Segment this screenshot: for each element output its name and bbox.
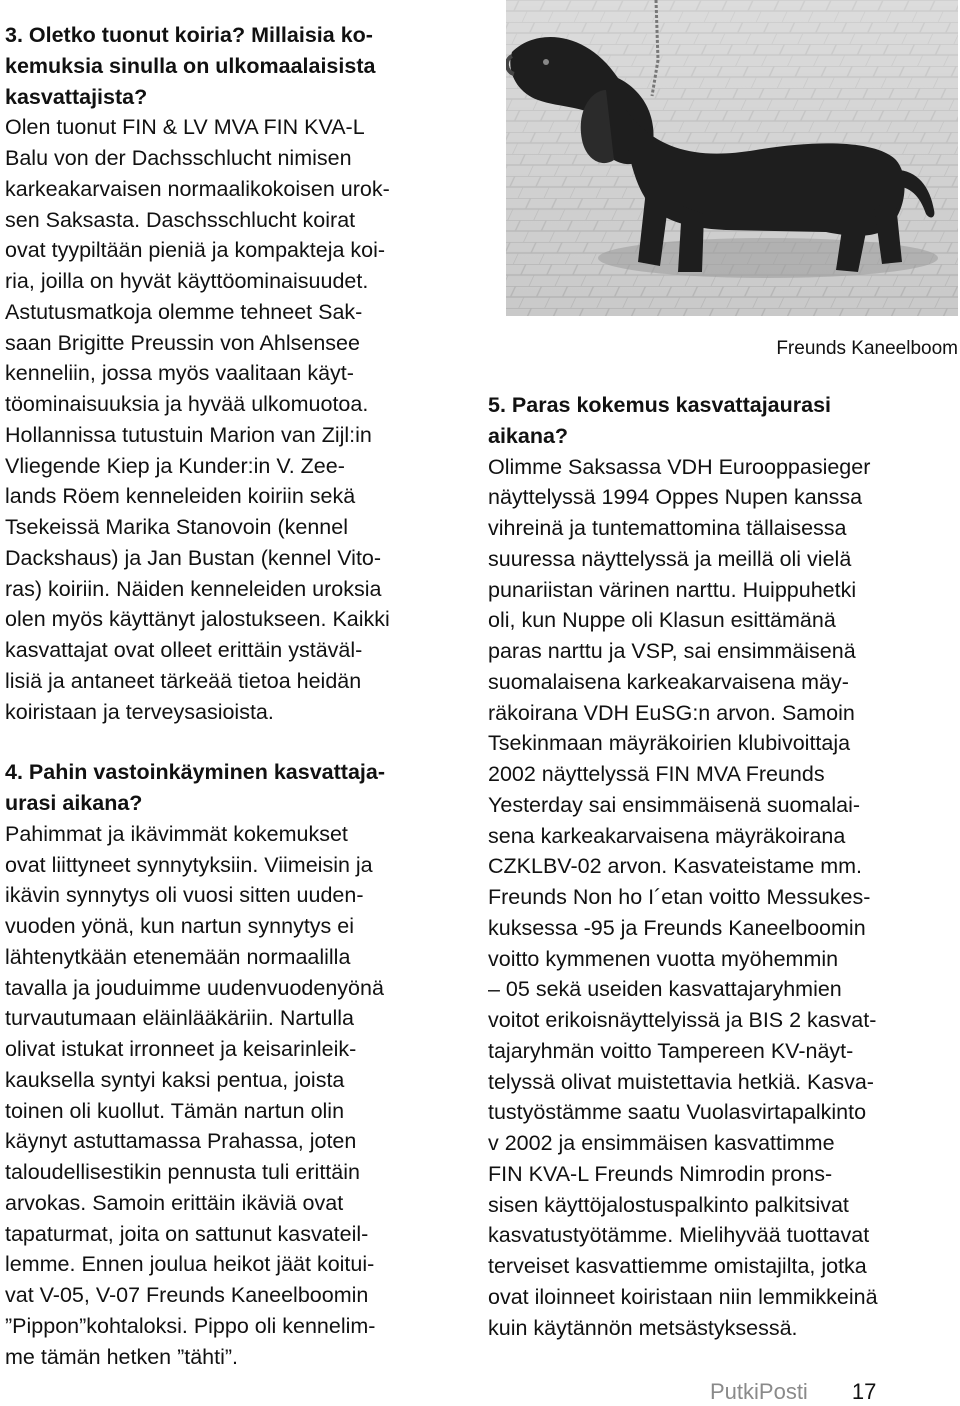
body-text-line: – 05 sekä useiden kasvattajaryhmien (488, 977, 842, 1002)
body-text-line: oli, kun Nuppe oli Klasun esittämänä (488, 608, 836, 633)
question-heading-line: kemuksia sinulla on ulkomaalaisista (5, 53, 376, 78)
right-column (488, 390, 958, 1343)
dachshund-photo-image (506, 0, 958, 316)
body-text-line: lands Röem kenneleiden koiriin sekä (5, 484, 356, 509)
body-text-line: Olimme Saksassa VDH Eurooppasieger (488, 454, 871, 479)
question-heading-line: 5. Paras kokemus kasvattajaurasi (488, 393, 832, 417)
body-text-line: ras) koiriin. Näiden kenneleiden uroksia (5, 576, 382, 601)
body-text-line: sen Saksasta. Daschsschlucht koirat (5, 207, 356, 232)
body-text-line: koiristaan ja terveysasioista. (5, 699, 274, 724)
body-text-line: ”Pippon”kohtaloksi. Pippo oli kennelim- (5, 1313, 376, 1338)
body-text-line: toinen oli kuollut. Tämän nartun olin (5, 1098, 345, 1123)
body-text-line: Pahimmat ja ikävimmät kokemukset (5, 821, 348, 846)
body-text-line: Freunds Non ho I´etan voitto Messukes- (488, 885, 871, 909)
page-footer (710, 1378, 876, 1406)
body-text-line: karkeakarvaisen normaalikokoisen urok- (5, 176, 390, 201)
body-text-line: arvokas. Samoin erittäin ikäviä ovat (5, 1190, 344, 1215)
body-text-line: 2002 näyttelyssä FIN MVA Freunds (488, 762, 825, 786)
body-text-line: kasvattajat ovat olleet erittäin ystäväl- (5, 638, 363, 662)
body-text-line: suomalaisena karkeakarvaisena mäy- (488, 669, 849, 694)
body-text-line: Balu von der Dachsschlucht nimisen (5, 146, 352, 170)
photo-caption: Freunds Kaneelboom (776, 338, 958, 359)
body-text-line: ria, joilla on hyvät käyttöominaisuudet. (5, 269, 369, 293)
body-text-line: vat V-05, V-07 Freunds Kaneelboomin (5, 1283, 369, 1307)
body-text-line: tavalla ja jouduimme uudenvuodenyönä (5, 975, 384, 1000)
body-text-line: kenneliin, jossa myös vaalitaan käyt- (5, 361, 354, 386)
body-text-line: telyssä olivat muistettavia hetkiä. Kasva- (488, 1069, 874, 1094)
body-text-line: Yesterday sai ensimmäisenä suomalai- (488, 792, 861, 817)
body-text-line: Dackshaus) ja Jan Bustan (kennel Vito- (5, 545, 382, 570)
body-text-line: näyttelyssä 1994 Oppes Nupen kanssa (488, 485, 863, 510)
paragraph-gap (5, 727, 475, 757)
body-text-line: turvautumaan eläinlääkäriin. Nartulla (5, 1006, 354, 1031)
magazine-name: PutkiPosti (710, 1379, 808, 1404)
body-text-line: ovat iloinneet koiristaan niin lemmikkeinä (488, 1284, 878, 1309)
body-text-line: olivat istukat irronneet ja keisarinleik- (5, 1037, 357, 1061)
page-number: 17 (851, 1379, 877, 1404)
body-text-line: lähtenytkään etenemään normaalilla (5, 944, 351, 969)
left-column (5, 20, 475, 1372)
body-text-line: saan Brigitte Preussin von Ahlsensee (5, 330, 360, 355)
question-heading-line: 4. Pahin vastoinkäyminen kasvattaja- (5, 760, 385, 785)
body-text-line: kuksessa -95 ja Freunds Kaneelboomin (488, 915, 866, 940)
body-text-line: kauksella syntyi kaksi pentua, joista (5, 1067, 345, 1092)
body-text-line: Vliegende Kiep ja Kunder:in V. Zee- (5, 453, 345, 478)
body-text-line: me tämän hetken ”tähti”. (5, 1344, 239, 1369)
body-text-line: Hollannissa tutustuin Marion van Zijl:in (5, 422, 372, 447)
body-text-line: kasvatustyötämme. Mielihyvää tuottavat (488, 1223, 870, 1248)
body-text-line: ovat liittyneet synnytyksiin. Viimeisin ja (5, 852, 373, 877)
body-text-line: FIN KVA-L Freunds Nimrodin prons- (488, 1161, 833, 1186)
body-text-line: paras narttu ja VSP, sai ensimmäisenä (488, 639, 856, 663)
body-text-line: Olen tuonut FIN & LV MVA FIN KVA-L (5, 115, 365, 140)
body-text-line: ovat tyypiltään pieniä ja kompakteja koi- (5, 238, 386, 263)
body-text-line: lisiä ja antaneet tärkeää tietoa heidän (5, 668, 362, 693)
body-text-line: vuoden yönä, kun nartun synnytys ei (5, 914, 354, 938)
body-text-line: v 2002 ja ensimmäisen kasvattimme (488, 1131, 835, 1155)
body-text-line: vihreinä ja tuntemattomina tällaisessa (488, 516, 847, 540)
question-heading-line: kasvattajista? (5, 84, 148, 109)
body-text-line: tajaryhmän voitto Tampereen KV-näyt- (488, 1038, 854, 1063)
body-text-line: CZKLBV-02 arvon. Kasvateistame mm. (488, 854, 863, 879)
question-heading-line: aikana? (488, 423, 569, 448)
body-text-line: sisen käyttöjalostuspalkinto palkitsivat (488, 1192, 849, 1217)
body-text-line: käynyt astuttamassa Prahassa, joten (5, 1129, 357, 1154)
body-text-line: Tsekeissä Marika Stanovoin (kennel (5, 515, 348, 539)
question-heading-line: urasi aikana? (5, 791, 143, 815)
body-text-line: kuin käytännön metsästyksessä. (488, 1315, 798, 1340)
body-text-line: räkoirana VDH EuSG:n arvon. Samoin (488, 700, 855, 725)
body-text-line: tustyöstämme saatu Vuolasvirtapalkinto (488, 1100, 867, 1125)
question-heading-line: 3. Oletko tuonut koiria? Millaisia ko- (5, 23, 373, 47)
body-text-line: Tsekinmaan mäyräkoirien klubivoittaja (488, 731, 851, 756)
body-text-line: olen myös käyttänyt jalostukseen. Kaikki (5, 607, 390, 632)
body-text-line: taloudellisestikin pennusta tuli erittäin (5, 1160, 360, 1184)
body-text-line: suuressa näyttelyssä ja meillä oli vielä (488, 546, 852, 571)
body-text-line: terveiset kasvattiemme omistajilta, jotka (488, 1254, 867, 1278)
body-text-line: töominaisuuksia ja hyvää ulkomuotoa. (5, 392, 369, 416)
body-text-line: tapaturmat, joita on sattunut kasvateil- (5, 1221, 369, 1246)
body-text-line: ikävin synnytys oli vuosi sitten uuden- (5, 883, 364, 908)
dog-photo (506, 0, 958, 316)
body-text-line: lemme. Ennen joulua heikot jäät koitui- (5, 1252, 375, 1277)
body-text-line: sena karkeakarvaisena mäyräkoirana (488, 823, 846, 848)
body-text-line: voitto kymmenen vuotta myöhemmin (488, 946, 839, 971)
body-text-line: voitot erikoisnäyttelyissä ja BIS 2 kasvat- (488, 1008, 877, 1032)
body-text-line: punariistan värinen narttu. Huippuhetki (488, 577, 857, 602)
body-text-line: Astutusmatkoja olemme tehneet Sak- (5, 299, 363, 324)
